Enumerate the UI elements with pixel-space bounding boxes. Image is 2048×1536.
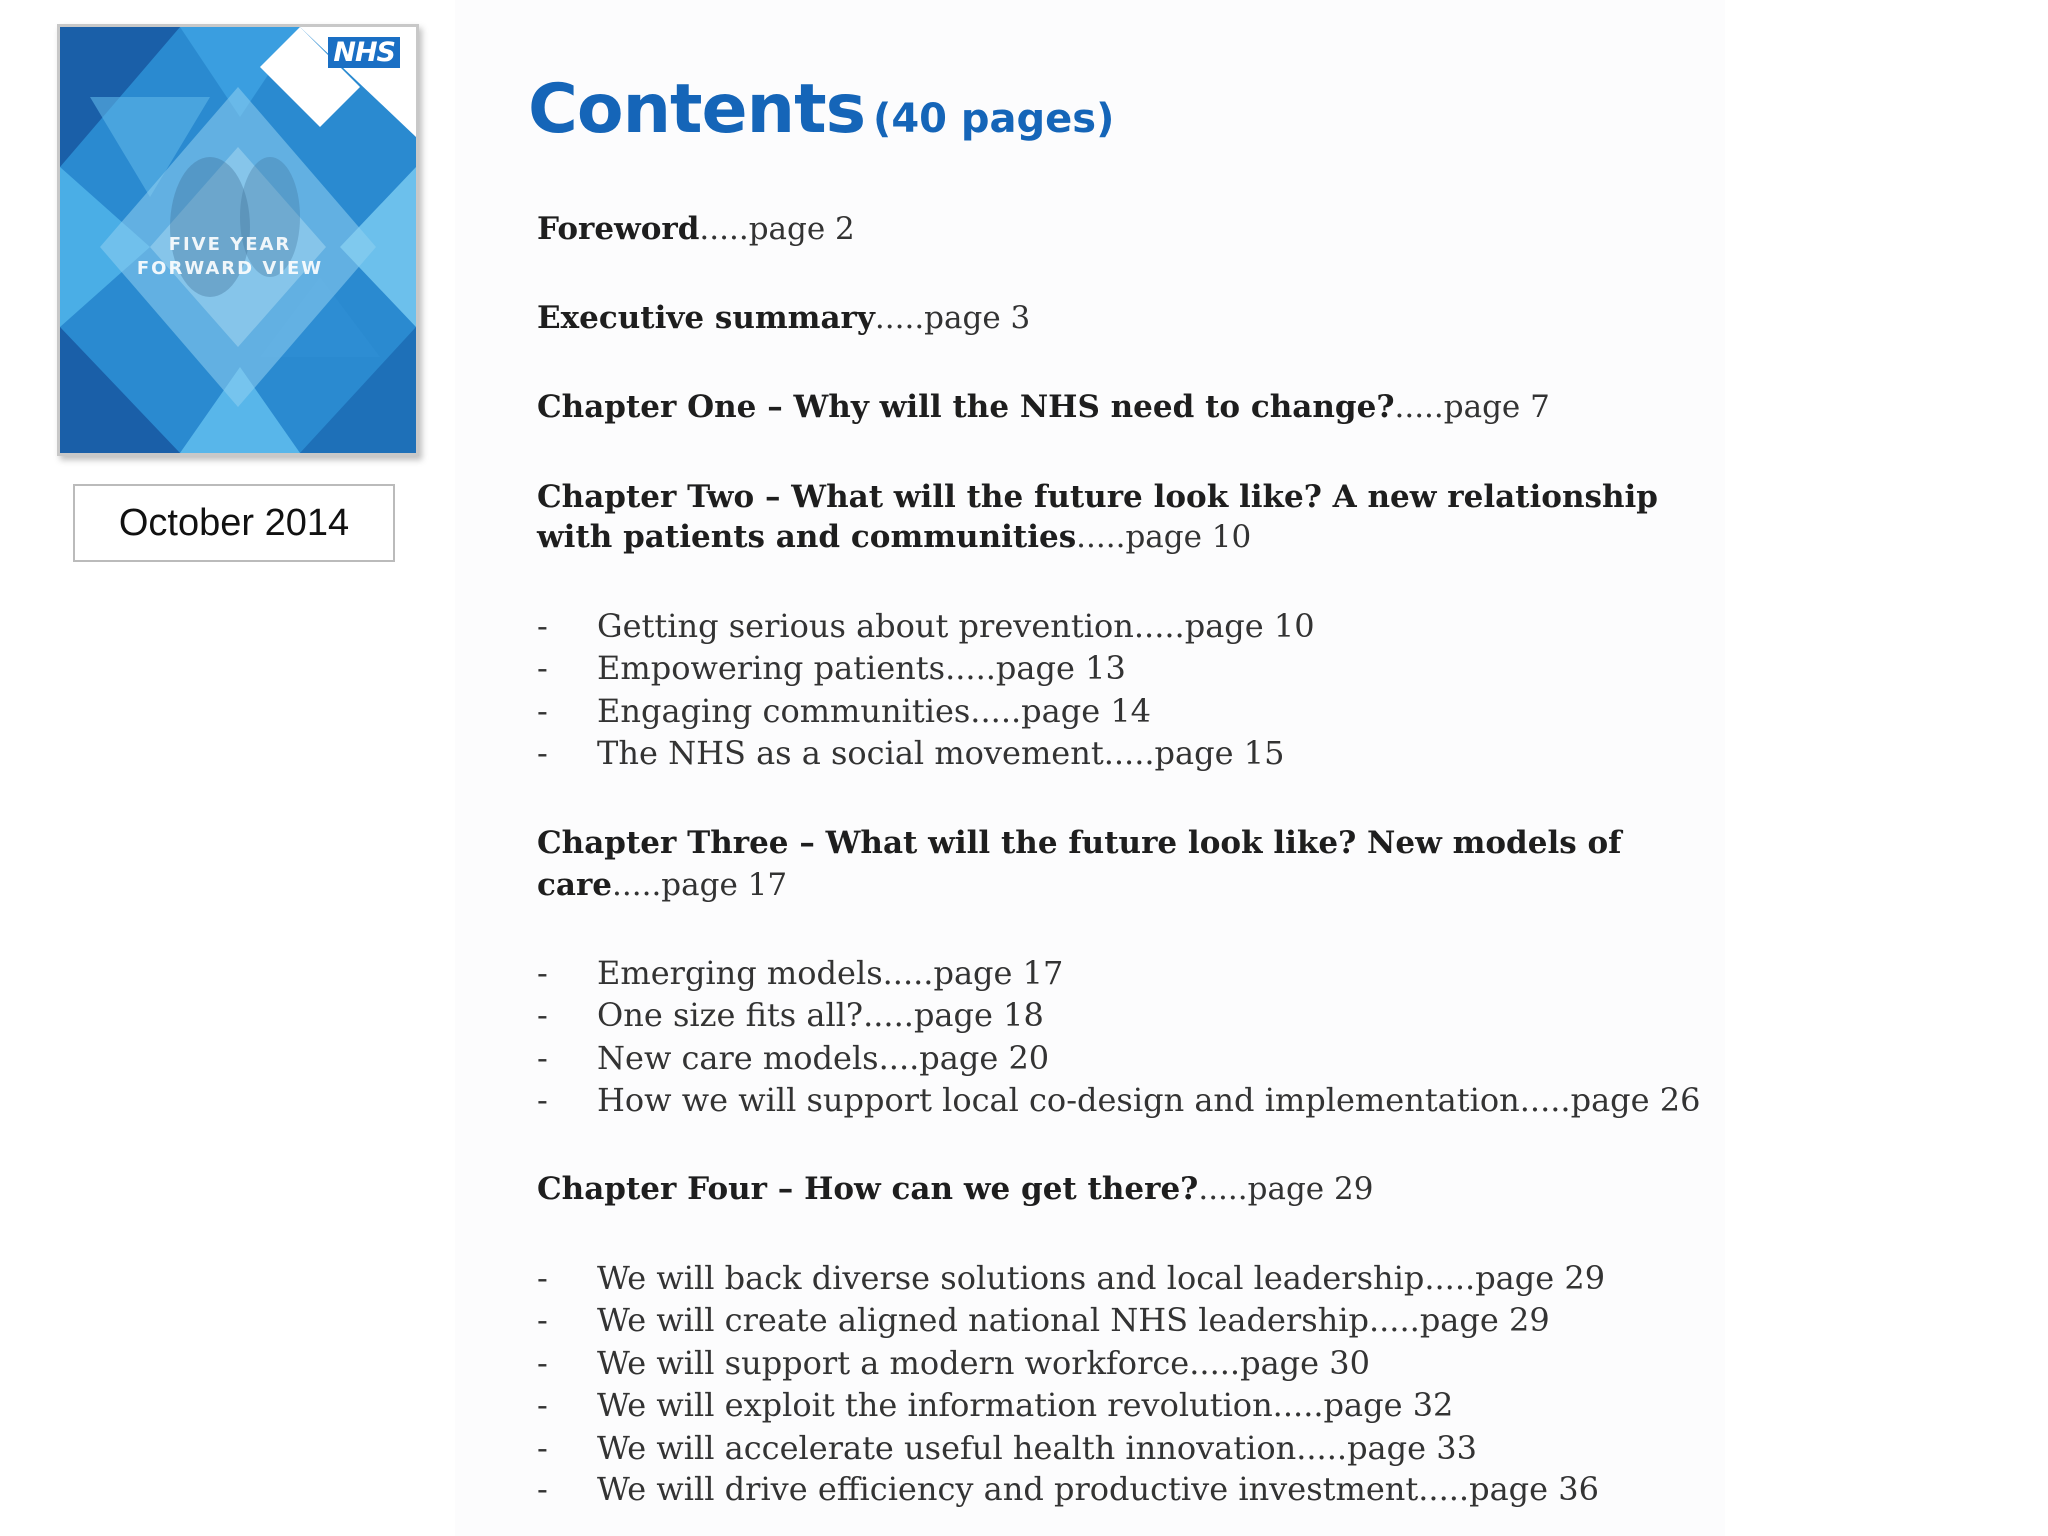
toc-entry-label: with patients and communities	[537, 519, 1077, 555]
list-item: - We will exploit the information revolution.....page 32	[537, 1386, 1454, 1424]
list-item: - Empowering patients.....page 13	[537, 649, 1126, 687]
toc-entry-label: Chapter Four – How can we get there?	[537, 1171, 1199, 1207]
list-item: - One size fits all?.....page 18	[537, 996, 1044, 1034]
toc-entry-chapter-four	[537, 1168, 1687, 1210]
toc-entry-label: Chapter One – Why will the NHS need to change?	[537, 389, 1395, 425]
toc-entry-page: .....page 29	[1198, 1171, 1374, 1207]
list-item: - How we will support local co-design and implementation.....page 26	[537, 1081, 1701, 1119]
report-cover-image	[57, 24, 419, 456]
list-item: - We will drive efficiency and productive investment.....page 36	[537, 1470, 1599, 1508]
toc-entry-foreword	[537, 208, 1687, 250]
nhs-logo: NHS	[328, 37, 400, 68]
list-item: - New care models....page 20	[537, 1039, 1050, 1077]
toc-entry-page: .....page 7	[1394, 389, 1550, 425]
list-item: - We will back diverse solutions and local leadership.....page 29	[537, 1259, 1606, 1297]
toc-entry-chapter-two-line2	[537, 516, 1687, 558]
toc-entry-label: Chapter Three – What will the future look like? New models of	[537, 825, 1622, 861]
list-item: - We will create aligned national NHS leadership.....page 29	[537, 1301, 1550, 1339]
toc-entry-label: Chapter Two – What will the future look like? A new relationship	[537, 479, 1658, 515]
contents-title: Contents	[528, 70, 866, 149]
toc-entry-page: .....page 2	[699, 211, 855, 247]
toc-entry-chapter-two-line1	[537, 476, 1687, 518]
contents-page-count: (40 pages)	[873, 96, 1115, 142]
toc-entry-chapter-one	[537, 386, 1687, 428]
toc-entry-chapter-three-line1	[537, 822, 1687, 864]
list-item: - We will support a modern workforce.....page 30	[537, 1344, 1370, 1382]
toc-entry-page: .....page 3	[874, 300, 1031, 336]
list-item: - Emerging models.....page 17	[537, 954, 1064, 992]
toc-entry-label: Executive summary	[537, 300, 875, 336]
publication-date-label: October 2014	[73, 484, 395, 562]
toc-entry-page: .....page 10	[1076, 519, 1252, 555]
toc-entry-executive-summary	[537, 297, 1687, 339]
list-item: - The NHS as a social movement.....page 15	[537, 734, 1285, 772]
toc-entry-label: Foreword	[537, 211, 700, 247]
cover-title-line: FIVE YEAR	[168, 234, 292, 255]
toc-entry-label: care	[537, 867, 613, 903]
list-item: - Engaging communities.....page 14	[537, 692, 1152, 730]
toc-entry-page: .....page 17	[612, 867, 788, 903]
page-title	[528, 70, 1114, 170]
list-item: - We will accelerate useful health innovation.....page 33	[537, 1429, 1477, 1467]
toc-entry-chapter-three-line2	[537, 864, 1687, 906]
list-item: - Getting serious about prevention.....page 10	[537, 607, 1315, 645]
cover-title-line: FORWARD VIEW	[136, 258, 324, 279]
cover-title	[120, 233, 340, 281]
